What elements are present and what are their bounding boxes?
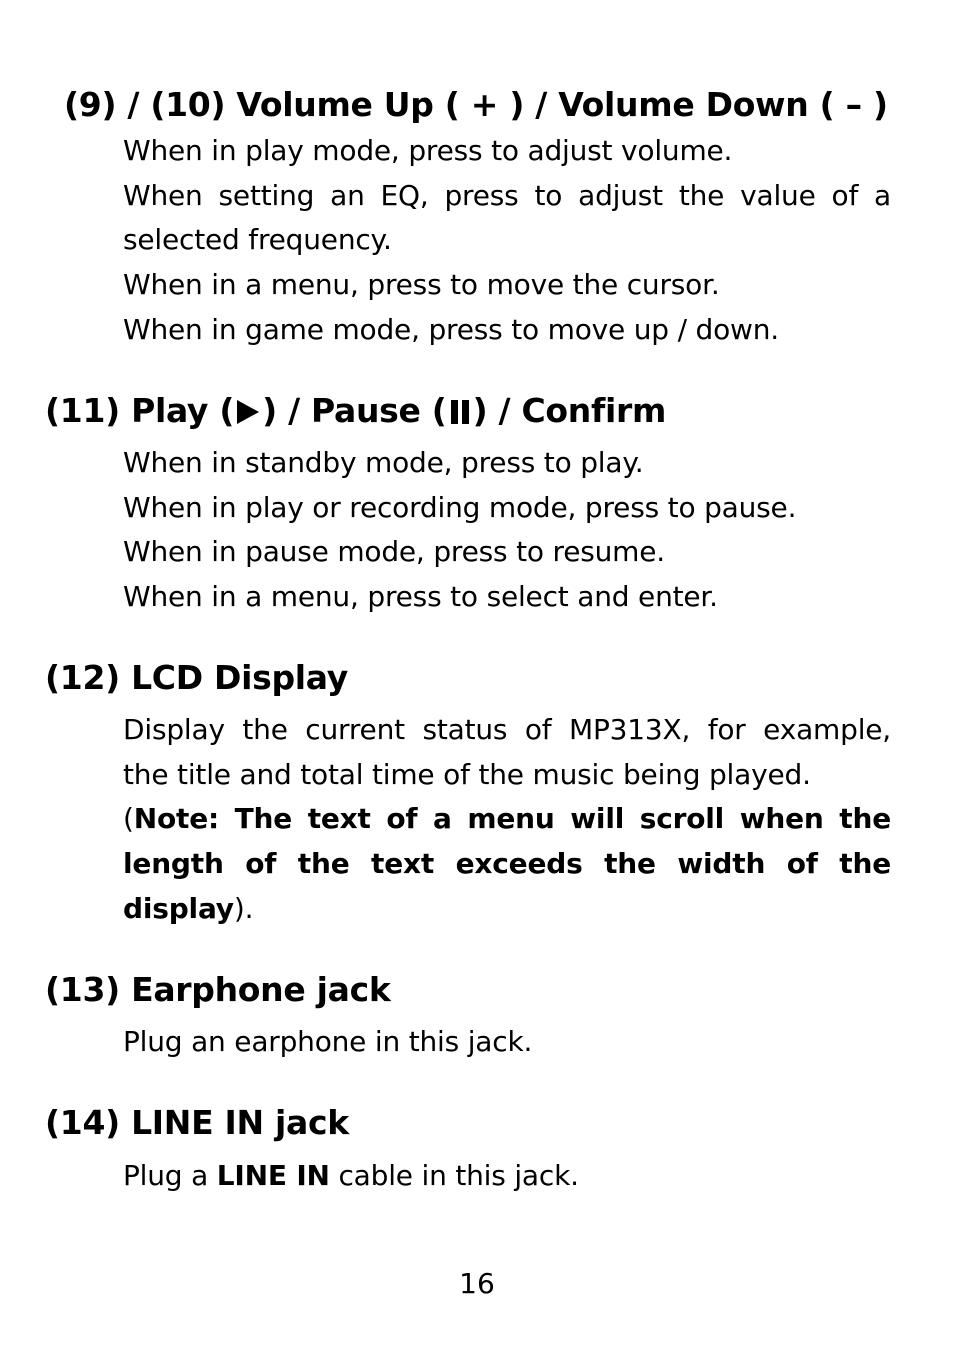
- note-open: (: [123, 802, 134, 836]
- note-paragraph: [123, 797, 891, 931]
- body-line: When in game mode, press to move up / down.: [123, 312, 779, 346]
- section-heading-volume: (9) / (10) Volume Up ( + ) / Volume Down ( – ): [64, 85, 888, 124]
- section-body-line-in-jack: [123, 1154, 891, 1199]
- line-in-label: LINE IN: [216, 1159, 330, 1192]
- section-body-volume: [123, 129, 891, 353]
- page-number: 16: [459, 1267, 495, 1300]
- body-line: selected frequency.: [123, 223, 392, 257]
- heading-text: ) / Confirm: [472, 391, 667, 430]
- heading-text: (11) Play (: [45, 391, 235, 430]
- section-heading-lcd-display: (12) LCD Display: [45, 658, 348, 697]
- section-body-play-pause: [123, 441, 891, 620]
- body-line: When setting an EQ, press to adjust the value of a: [123, 178, 891, 212]
- body-line: [123, 1154, 891, 1199]
- body-line: Plug an earphone in this jack.: [123, 1025, 533, 1058]
- section-body-earphone-jack: [123, 1020, 891, 1065]
- section-heading-line-in-jack: (14) LINE IN jack: [45, 1103, 349, 1142]
- section-body-lcd-display: [123, 708, 891, 932]
- line-prefix: Plug a: [123, 1159, 217, 1192]
- note-text: Note: The text of a menu will scroll when the length of the text exceeds the width of the display: [123, 802, 891, 925]
- body-line: the title and total time of the music being played.: [123, 757, 811, 791]
- section-heading-earphone-jack: (13) Earphone jack: [45, 970, 391, 1009]
- body-line: When in a menu, press to move the cursor.: [123, 268, 720, 302]
- body-line: When in play mode, press to adjust volume.: [123, 134, 733, 167]
- pause-icon: [449, 400, 471, 424]
- note-close: ).: [233, 891, 254, 925]
- heading-text: ) / Pause (: [262, 391, 447, 430]
- line-suffix: cable in this jack.: [329, 1159, 579, 1192]
- body-line: When in pause mode, press to resume.: [123, 535, 665, 569]
- play-icon: [237, 400, 259, 424]
- body-line: When in play or recording mode, press to pause.: [123, 490, 797, 524]
- body-line: When in a menu, press to select and enter.: [123, 580, 718, 614]
- section-heading-play-pause: [45, 391, 666, 431]
- body-line: Display the current status of MP313X, for example,: [123, 713, 891, 746]
- body-line: When in standby mode, press to play.: [123, 446, 644, 479]
